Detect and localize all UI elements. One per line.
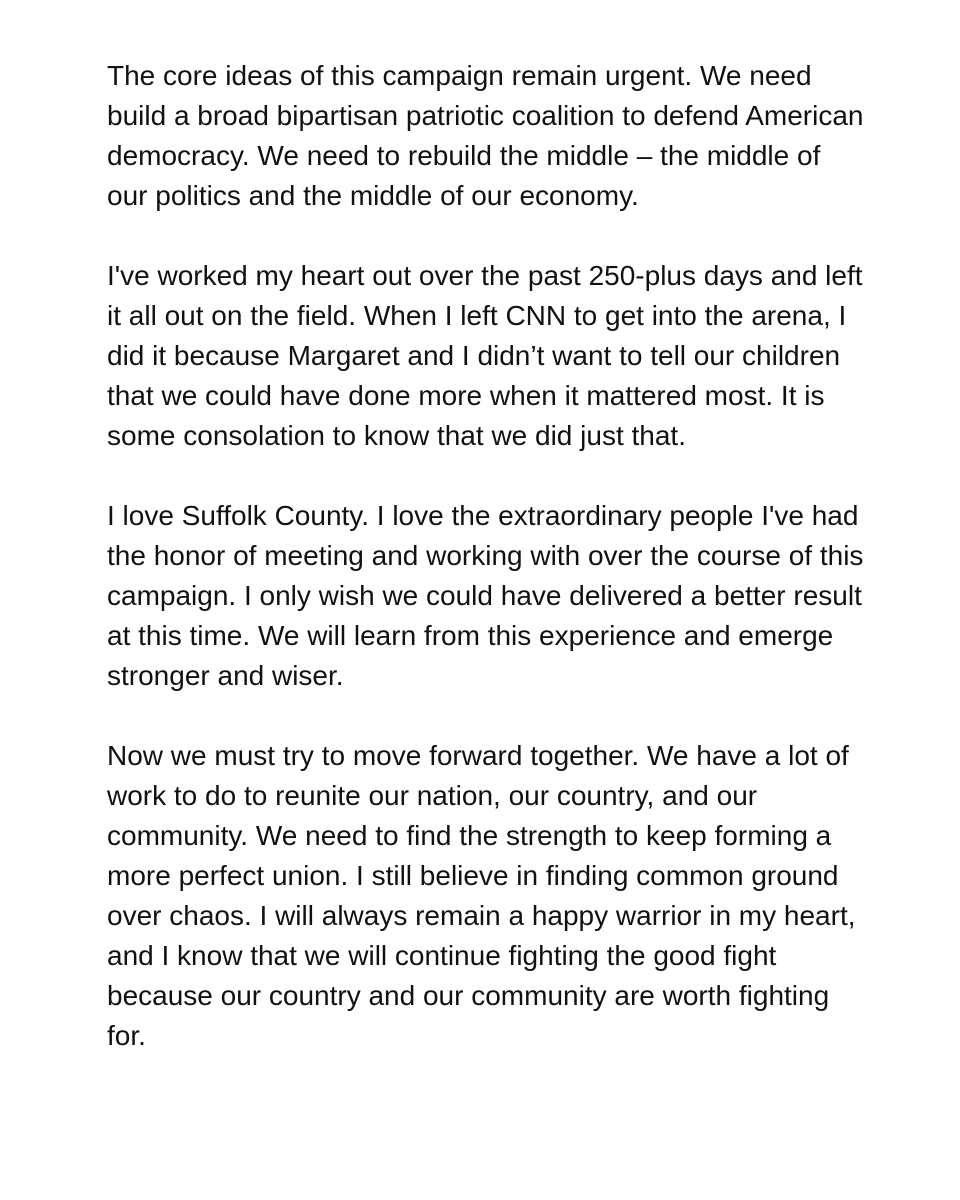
paragraph-move-forward: Now we must try to move forward together. We have a lot of work to do to reunite our nation, our country, and our community. We need to find the strength to keep forming a more perfect union. I still believe in finding common ground over chaos. I will always remain a happy warrior in my heart, and I know that we will continue fighting the good fight because our country and our community are worth fighting for. [107,740,856,1051]
paragraph-love-suffolk-county: I love Suffolk County. I love the extraordinary people I've had the honor of meeting and working with over the course of this campaign. I only wish we could have delivered a better result at this time. We will learn from this experience and emerge stronger and wiser. [107,500,864,691]
statement-document [107,56,867,1056]
paragraph-worked-heart-out: I've worked my heart out over the past 250-plus days and left it all out on the field. When I left CNN to get into the arena, I did it because Margaret and I didn’t want to tell our children that we could have done more when it mattered most. It is some consolation to know that we did just that. [107,260,863,451]
paragraph-campaign-ideas: The core ideas of this campaign remain urgent. We need build a broad bipartisan patriotic coalition to defend American democracy. We need to rebuild the middle – the middle of our politics and the middle of our economy. [107,60,864,211]
